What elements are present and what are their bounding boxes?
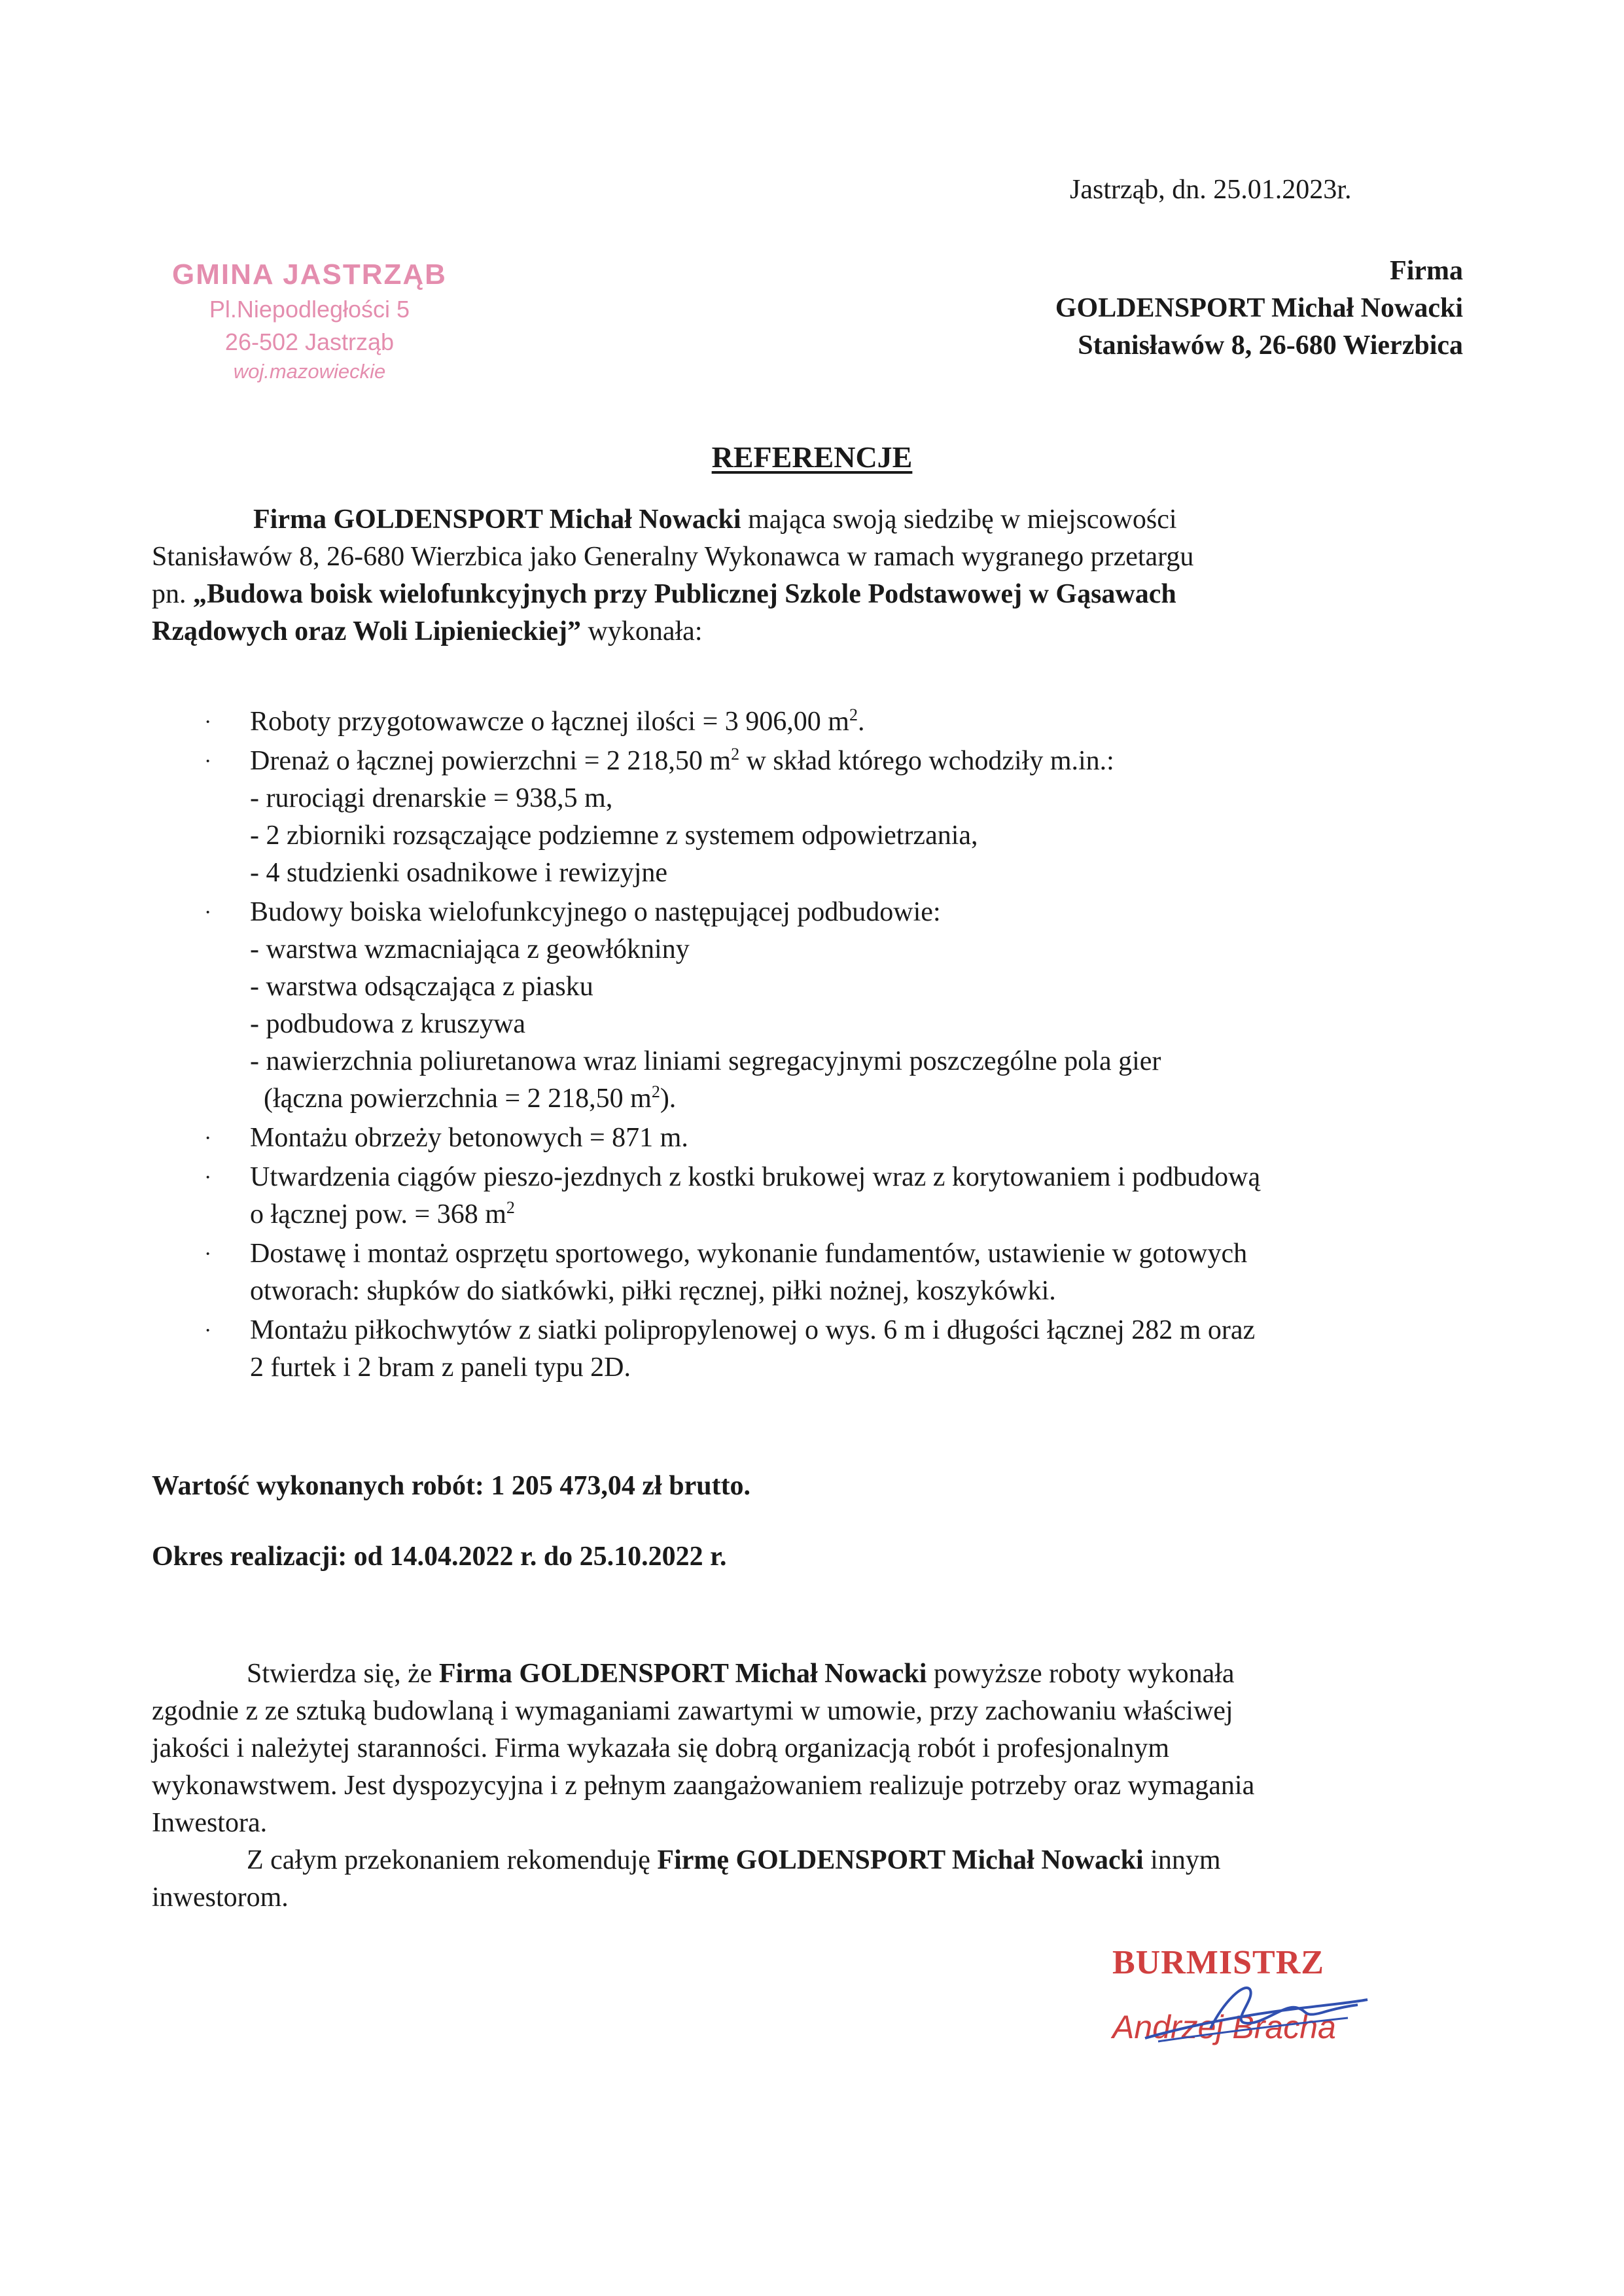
recipient-line-1: Firma xyxy=(1390,256,1463,286)
item-line: Montażu piłkochwytów z siatki polipropylenowej o wys. 6 m i długości łącznej 282 m oraz xyxy=(250,1315,1256,1345)
document-date: Jastrząb, dn. 25.01.2023r. xyxy=(1070,175,1352,205)
item-line xyxy=(250,1196,1474,1233)
intro-paragraph xyxy=(152,501,1460,650)
signatory-name: Andrzej Bracha xyxy=(1112,2009,1336,2045)
list-item xyxy=(152,1159,1474,1233)
item-line: Utwardzenia ciągów pieszo-jezdnych z kostki brukowej wraz z korytowaniem i podbudową xyxy=(250,1162,1261,1192)
item-sup: 2 xyxy=(731,745,740,764)
closing-line-3: jakości i należytej staranności. Firma wykazała się dobrą organizacją robót i profesjonalnym xyxy=(152,1733,1170,1763)
works-list xyxy=(152,703,1474,1386)
intro-line-4 xyxy=(152,613,1460,650)
closing-line-1 xyxy=(152,1655,1474,1693)
works-value: Wartość wykonanych robót: 1 205 473,04 zł brutto. xyxy=(152,1471,751,1501)
list-item xyxy=(152,894,1474,1118)
intro-line-2: Stanisławów 8, 26-680 Wierzbica jako Generalny Wykonawca w ramach wygranego przetargu xyxy=(152,542,1194,572)
item-sup: 2 xyxy=(849,705,858,724)
closing-company: Firma GOLDENSPORT Michał Nowacki xyxy=(438,1659,927,1689)
item-subline: - warstwa wzmacniająca z geowłókniny xyxy=(250,934,690,964)
stamp-line-name: GMINA JASTRZĄB xyxy=(172,258,447,291)
item-line: Montażu obrzeży betonowych = 871 m. xyxy=(250,1123,688,1153)
item-text: ). xyxy=(660,1084,677,1114)
item-text: o łącznej pow. = 368 m xyxy=(250,1199,506,1229)
closing-line-7: inwestorom. xyxy=(152,1882,289,1913)
intro-project-name: „Budowa boisk wielofunkcyjnych przy Publicznej Szkole Podstawowej w Gąsawach xyxy=(193,579,1176,609)
closing-line-6 xyxy=(152,1842,1474,1879)
intro-project-name-cont: Rządowych oraz Woli Lipienieckiej” xyxy=(152,616,582,646)
item-line: Dostawę i montaż osprzętu sportowego, wykonanie fundamentów, ustawienie w gotowych xyxy=(250,1239,1248,1269)
bullet-icon: · xyxy=(204,1318,212,1343)
recipient-line-2: GOLDENSPORT Michał Nowacki xyxy=(1055,293,1463,323)
recipient-line-3: Stanisławów 8, 26-680 Wierzbica xyxy=(1078,330,1463,361)
bullet-icon: · xyxy=(204,710,212,734)
intro-company: Firma GOLDENSPORT Michał Nowacki xyxy=(253,504,741,535)
intro-l4-rest: wykonała: xyxy=(581,616,703,646)
item-text: Roboty przygotowawcze o łącznej ilości = 3 906,00 m xyxy=(250,707,849,737)
closing-text: powyższe roboty wykonała xyxy=(927,1659,1235,1689)
closing-paragraph xyxy=(152,1655,1474,1916)
municipality-stamp xyxy=(156,256,463,385)
closing-line-2: zgodnie z ze sztuką budowlaną i wymaganiami zawartymi w umowie, przy zachowaniu właściwej xyxy=(152,1696,1233,1726)
closing-text: Z całym przekonaniem rekomenduję xyxy=(247,1845,658,1875)
signature-block xyxy=(1112,1943,1387,2046)
item-subline: - nawierzchnia poliuretanowa wraz liniami segregacyjnymi poszczególne pola gier xyxy=(250,1046,1161,1076)
item-subline: - 4 studzienki osadnikowe i rewizyjne xyxy=(250,858,667,888)
item-line: otworach: słupków do siatkówki, piłki ręcznej, piłki nożnej, koszykówki. xyxy=(250,1276,1056,1306)
item-line: Budowy boiska wielofunkcyjnego o następującej podbudowie: xyxy=(250,897,941,927)
list-item xyxy=(152,703,1474,741)
list-item xyxy=(152,743,1474,892)
stamp-line-street: Pl.Niepodległości 5 xyxy=(209,296,410,323)
list-item xyxy=(152,1235,1474,1310)
closing-text: innym xyxy=(1143,1845,1221,1875)
intro-l1-rest: mająca swoją siedzibę w miejscowości xyxy=(741,504,1177,535)
bullet-icon: · xyxy=(204,1126,212,1150)
item-line xyxy=(250,743,1474,780)
closing-line-5: Inwestora. xyxy=(152,1808,268,1838)
bullet-icon: · xyxy=(204,900,212,925)
item-subline xyxy=(250,1080,1474,1118)
list-item xyxy=(152,1120,1474,1157)
closing-text: Stwierdza się, że xyxy=(247,1659,439,1689)
item-text: w skład którego wchodziły m.in.: xyxy=(739,746,1114,776)
item-text: . xyxy=(857,707,865,737)
closing-company: Firmę GOLDENSPORT Michał Nowacki xyxy=(657,1845,1144,1875)
bullet-icon: · xyxy=(204,1165,212,1190)
stamp-line-city: 26-502 Jastrząb xyxy=(224,328,395,355)
item-subline: - 2 zbiorniki rozsączające podziemne z systemem odpowietrzania, xyxy=(250,821,978,851)
closing-line-4: wykonawstwem. Jest dyspozycyjna i z pełnym zaangażowaniem realizuje potrzeby oraz wymagania xyxy=(152,1771,1255,1801)
handwritten-signature-icon xyxy=(1132,1976,1381,2048)
recipient-address xyxy=(1055,253,1463,364)
item-subline: - podbudowa z kruszywa xyxy=(250,1009,526,1039)
item-subline: - rurociągi drenarskie = 938,5 m, xyxy=(250,783,613,813)
item-line: 2 furtek i 2 bram z paneli typu 2D. xyxy=(250,1352,631,1383)
realization-period: Okres realizacji: od 14.04.2022 r. do 25.10.2022 r. xyxy=(152,1542,727,1572)
bullet-icon: · xyxy=(204,1242,212,1266)
bullet-icon: · xyxy=(204,749,212,773)
list-item xyxy=(152,1312,1474,1386)
item-text: Drenaż o łącznej powierzchni = 2 218,50 m xyxy=(250,746,732,776)
intro-line-3 xyxy=(152,576,1460,613)
item-text: (łączna powierzchnia = 2 218,50 m xyxy=(250,1084,652,1114)
item-line xyxy=(250,703,1474,741)
stamp-line-region: woj.mazowieckie xyxy=(233,360,386,383)
document-title: REFERENCJE xyxy=(711,440,913,474)
intro-l3-pre: pn. xyxy=(152,579,193,609)
item-sup: 2 xyxy=(651,1082,660,1101)
item-subline: - warstwa odsączająca z piasku xyxy=(250,972,593,1002)
signature-role: BURMISTRZ xyxy=(1112,1944,1324,1981)
intro-line-1 xyxy=(152,501,1460,539)
item-sup: 2 xyxy=(506,1198,515,1217)
